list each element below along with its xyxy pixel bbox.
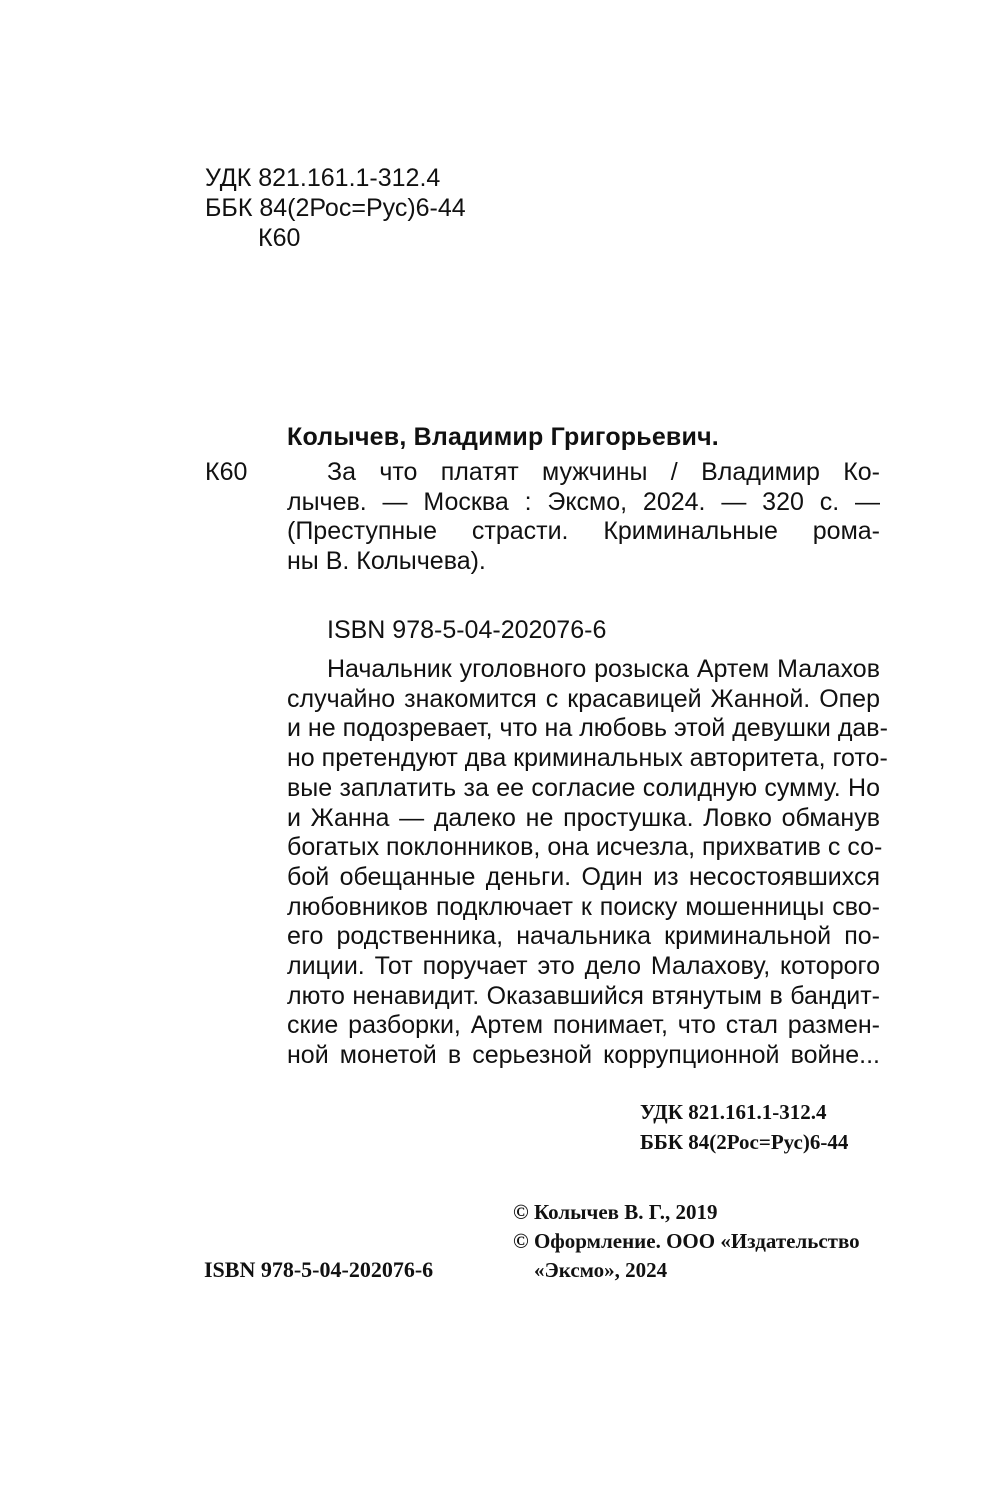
annotation-line: вые заплатить за ее согласие солидную сумму. Но: [287, 773, 880, 802]
bottom-classification-block: [640, 1097, 848, 1157]
description-line: лычев. — Москва : Эксмо, 2024. — 320 с. —: [287, 487, 880, 516]
annotation-line: случайно знакомится с красавицей Жанной. Опер: [287, 684, 880, 713]
copyright-block: [513, 1198, 860, 1285]
copyright-author: © Колычев В. Г., 2019: [513, 1200, 718, 1224]
record-isbn: ISBN 978-5-04-202076-6: [327, 616, 607, 644]
top-udk-code: УДК 821.161.1-312.4: [205, 164, 441, 192]
annotation-line: богатых поклонников, она исчезла, прихватив с со-: [287, 833, 883, 862]
top-author-mark: К60: [258, 224, 301, 252]
description-line: ны В. Колычева).: [287, 547, 486, 576]
annotation-line: бой обещанные деньги. Один из несостоявшихся: [287, 862, 880, 891]
annotation-line: и Жанна — далеко не простушка. Ловко обманув: [287, 803, 880, 832]
annotation: [287, 655, 888, 1071]
description-line: За что платят мужчины / Владимир Ко-: [327, 458, 880, 486]
annotation-line: любовников подключает к поиску мошенницы сво-: [287, 892, 880, 921]
annotation-line: ной монетой в серьезной коррупционной войне...: [287, 1041, 880, 1070]
top-classification-block: [205, 163, 466, 253]
annotation-line: лиции. Тот поручает это дело Малахову, которого: [287, 952, 880, 981]
top-bbk-code: ББК 84(2Рос=Рус)6-44: [205, 194, 466, 222]
copyright-design-line1: © Оформление. ООО «Издательство: [513, 1229, 860, 1253]
annotation-line: его родственника, начальника криминальной по-: [287, 922, 880, 951]
annotation-line: люто ненавидит. Оказавшийся втянутым в бандит-: [287, 981, 880, 1010]
annotation-line: Начальник уголовного розыска Артем Малахов: [327, 655, 880, 683]
annotation-line: и не подозревает, что на любовь этой девушки дав-: [287, 714, 888, 743]
annotation-line: ские разборки, Артем понимает, что стал размен-: [287, 1011, 880, 1040]
bottom-isbn: ISBN 978-5-04-202076-6: [204, 1257, 434, 1282]
author-heading: Колычев, Владимир Григорьевич.: [287, 423, 719, 451]
margin-author-mark: К60: [205, 458, 248, 486]
copyright-design-line2: «Эксмо», 2024: [534, 1258, 668, 1282]
bibliographic-description: [287, 458, 880, 577]
description-line: (Преступные страсти. Криминальные рома-: [287, 517, 880, 546]
bottom-bbk-code: ББК 84(2Рос=Рус)6-44: [640, 1130, 849, 1154]
bottom-udk-code: УДК 821.161.1-312.4: [640, 1100, 827, 1124]
annotation-line: но претендуют два криминальных авторитета, гото-: [287, 744, 888, 773]
